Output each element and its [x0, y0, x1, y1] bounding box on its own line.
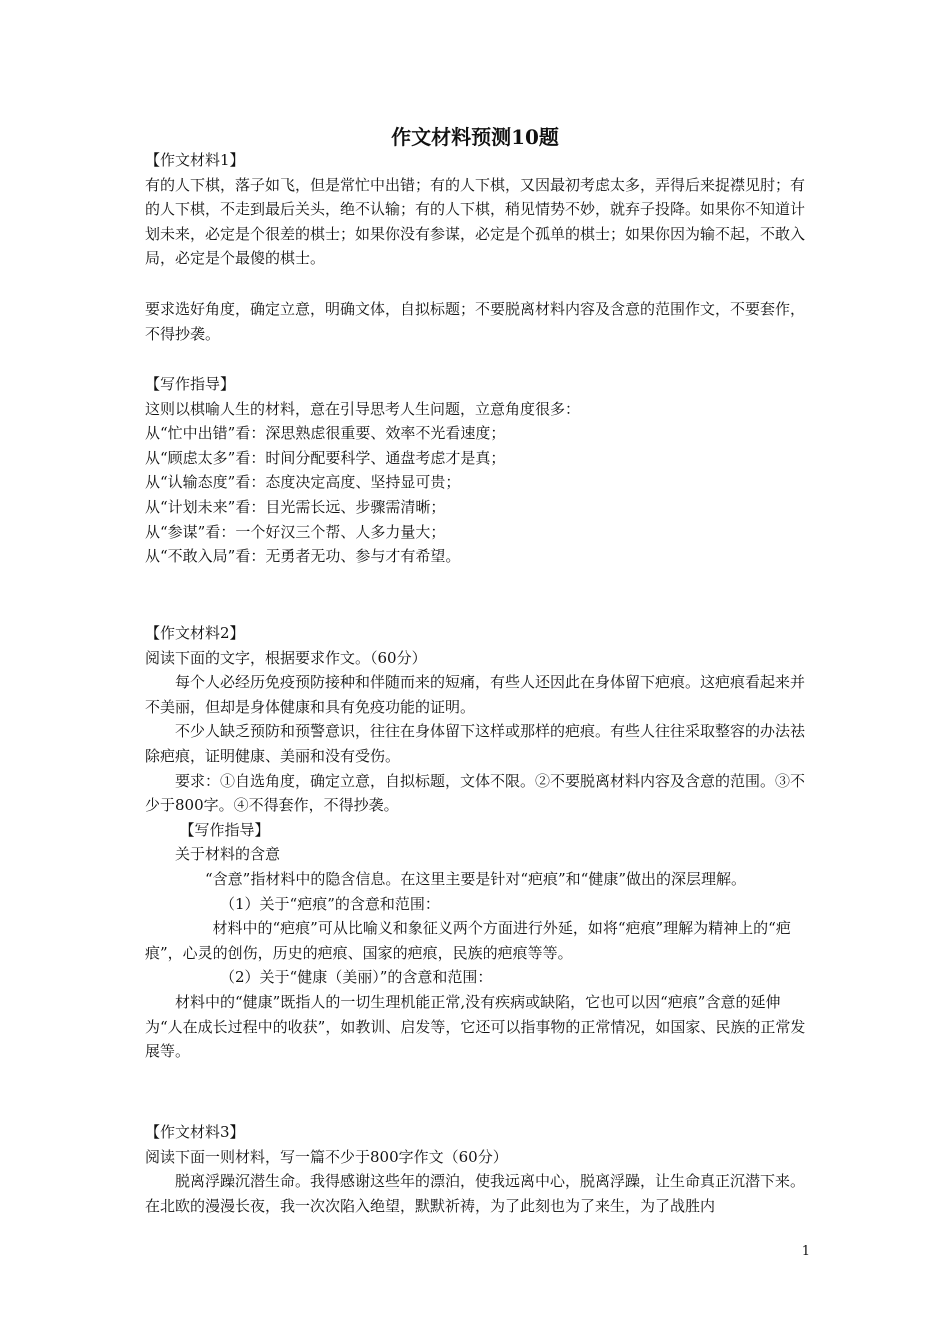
section-1-guide-heading: 【写作指导】	[145, 375, 236, 393]
section-2-meaning-paragraph: “含意”指材料中的隐含信息。在这里主要是针对“疤痕”和“健康”做出的深层理解。	[205, 869, 747, 888]
section-3-heading: 【作文材料3】	[145, 1123, 245, 1141]
section-2-sub1-title: （1）关于“疤痕”的含意和范围：	[220, 894, 440, 913]
page-number: 1	[801, 1244, 810, 1259]
section-3	[145, 1120, 810, 1218]
guide-point: 从“计划未来”看：目光需长远、步骤需清晰；	[145, 497, 446, 516]
guide-point: 从“参谋”看：一个好汉三个帮、人多力量大；	[145, 522, 446, 541]
section-2-sub2-title: （2）关于“健康（美丽）”的含意和范围：	[220, 968, 493, 987]
guide-point: 从“认输态度”看：态度决定高度、坚持显可贵；	[145, 473, 461, 492]
section-2-meaning-title: 关于材料的含意	[175, 845, 281, 864]
section-2-sub1-paragraph: 材料中的“疤痕”可从比喻义和象征义两个方面进行外延，如将“疤痕”理解为精神上的“疤痕”，心灵的创伤，历史的疤痕、国家的疤痕，民族的疤痕等等。	[145, 919, 791, 962]
guide-point: 从“顾虑太多”看：时间分配要科学、通盘考虑才是真；	[145, 448, 506, 467]
section-1-heading: 【作文材料1】	[145, 151, 245, 169]
section-1-requirement: 要求选好角度，确定立意，明确文体，自拟标题；不要脱离材料内容及含意的范围作文，不要套作，不得抄袭。	[145, 300, 806, 343]
section-2-intro: 阅读下面的文字，根据要求作文。（60分）	[145, 648, 427, 667]
section-2-requirement: 要求：①自选角度，确定立意，自拟标题，文体不限。②不要脱离材料内容及含意的范围。③不少于800字。④不得套作，不得抄袭。	[145, 771, 806, 815]
section-2-guide-heading: 【写作指导】	[179, 820, 270, 839]
section-2-paragraph-2: 不少人缺乏预防和预警意识，往往在身体留下这样或那样的疤痕。有些人往往采取整容的办法祛除疤痕，证明健康、美丽和没有受伤。	[145, 722, 806, 765]
section-2-paragraph-1: 每个人必经历免疫预防接种和伴随而来的短痛，有些人还因此在身体留下疤痕。这疤痕看起来并不美丽，但却是身体健康和具有免疫功能的证明。	[145, 673, 806, 716]
section-1-top	[145, 148, 810, 271]
guide-point: 从“不敢入局”看：无勇者无功、参与才有希望。	[145, 547, 461, 566]
section-1-guide	[145, 372, 810, 569]
section-1-requirement-block	[145, 297, 810, 346]
section-2-sub2-paragraph: 材料中的“健康”既指人的一切生理机能正常,没有疾病或缺陷，它也可以因“疤痕”含意的延伸为“人在成长过程中的收获”，如教训、启发等，它还可以指事物的正常情况，如国家、民族的正常发展等。	[145, 992, 806, 1061]
section-1-body: 有的人下棋，落子如飞，但是常忙中出错；有的人下棋，又因最初考虑太多，弄得后来捉襟见肘；有的人下棋，不走到最后关头，绝不认输；有的人下棋，稍见情势不妙，就弃子投降。如果你不知道计划未来，必定是个很差的棋士；如果你没有参谋，必定是个孤单的棋士；如果你因为输不起，不敢入局，必定是个最傻的棋士。	[145, 175, 806, 268]
section-3-paragraph-1: 脱离浮躁沉潜生命。我得感谢这些年的漂泊，使我远离中心，脱离浮躁，让生命真正沉潜下来。在北欧的漫漫长夜，我一次次陷入绝望，默默祈祷，为了此刻也为了来生，为了战胜内	[145, 1172, 806, 1215]
guide-point: 从“忙中出错”看：深思熟虑很重要、效率不光看速度；	[145, 424, 506, 443]
document-title: 作文材料预测10题	[391, 125, 559, 149]
section-2-heading: 【作文材料2】	[145, 624, 245, 642]
section-3-intro: 阅读下面一则材料，写一篇不少于800字作文（60分）	[145, 1147, 508, 1166]
section-2	[145, 621, 810, 1064]
section-1-guide-intro: 这则以棋喻人生的材料，意在引导思考人生问题，立意角度很多：	[145, 399, 581, 418]
